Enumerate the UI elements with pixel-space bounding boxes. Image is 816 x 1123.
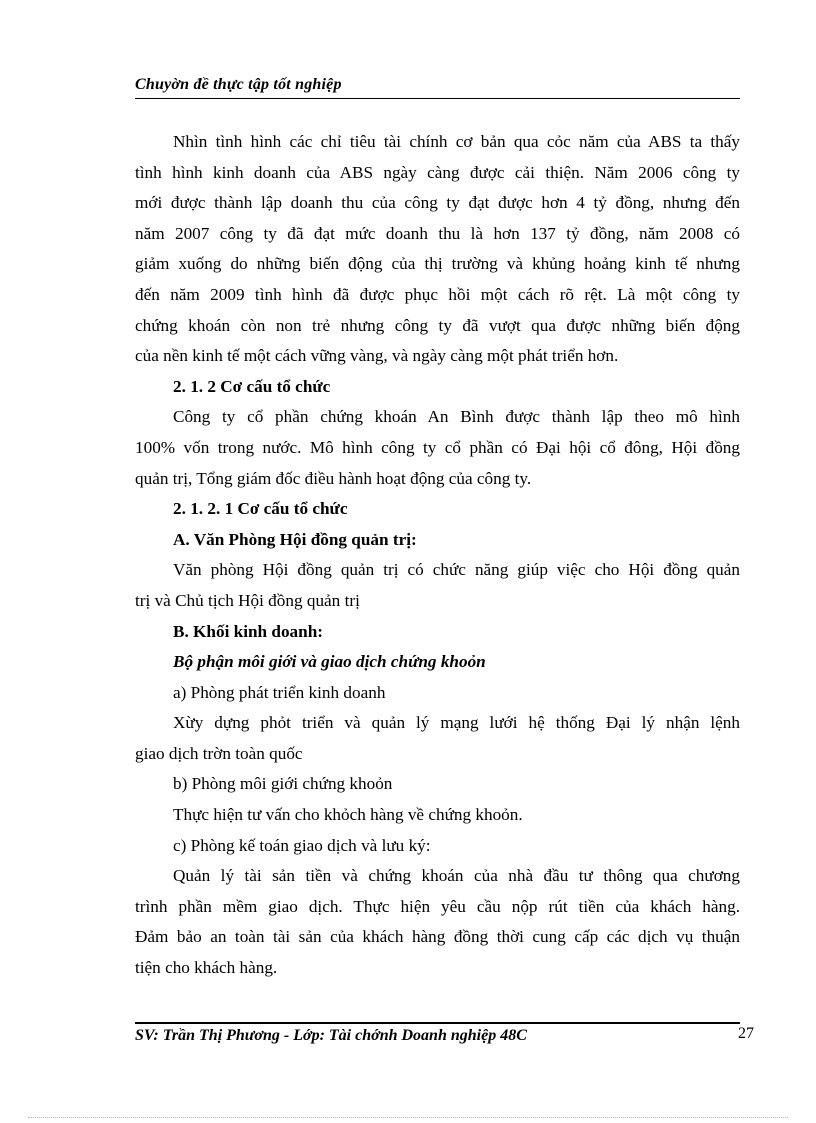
text-line: Quản lý tài sản tiền và chứng khoán của nhà đầu tư thông qua chương [173, 866, 740, 886]
text-line: Nhìn tình hình các chỉ tiêu tài chính cơ bản qua cỏc năm của ABS ta thấy [173, 132, 740, 151]
text-line: Công ty cổ phần chứng khoán An Bình được thành lập theo mô hình [173, 407, 740, 427]
header-title: Chuyờn đề thực tập tốt nghiệp [135, 76, 342, 93]
text-line: của nền kinh tế một cách vững vàng, và ngày càng một phát triển hơn. [135, 346, 619, 366]
page-number: 27 [738, 1025, 754, 1042]
text-line: Văn phòng Hội đồng quản trị có chức năng giúp việc cho Hội đồng quản [173, 560, 740, 580]
item-b: b) Phòng môi giới chứng khoỏn [173, 774, 393, 794]
text-line: giảm xuống do những biến động của thị trường và khủng hoảng kinh tế nhưng [135, 254, 740, 274]
subsection-heading: 2. 1. 2. 1 Cơ cấu tổ chức [173, 499, 348, 519]
text-line: Thực hiện tư vấn cho khỏch hàng về chứng khoỏn. [173, 805, 523, 825]
item-c: c) Phòng kế toán giao dịch và lưu ký: [173, 835, 431, 855]
page-header [135, 76, 740, 99]
footer-divider [135, 1022, 740, 1024]
section-heading: 2. 1. 2 Cơ cấu tổ chức [173, 376, 331, 396]
text-line: 100% vốn trong nước. Mô hình công ty cổ phần có Đại hội cổ đông, Hội đồng [135, 437, 740, 457]
heading-a: A. Văn Phòng Hội đồng quản trị: [173, 529, 417, 549]
heading-b1: Bộ phận môi giới và giao dịch chứng khoỏn [173, 652, 486, 672]
text-line: chứng khoán còn non trẻ nhưng công ty đã vượt qua được những biến động [135, 315, 740, 335]
footer-student: SV: Trần Thị Phương - Lớp: Tài chớnh Doanh nghiệp 48C [135, 1027, 527, 1044]
text-line: trình phần mềm giao dịch. Thực hiện yêu cầu nộp rút tiền của khách hàng. [135, 896, 740, 916]
text-line: tình hình kinh doanh của ABS ngày càng được cải thiện. Năm 2006 công ty [135, 162, 740, 182]
heading-b: B. Khối kinh doanh: [173, 621, 323, 641]
text-line: đến năm 2009 tình hình đã được phục hồi một cách rõ rệt. Là một công ty [135, 284, 740, 304]
text-line: quản trị, Tổng giám đốc điều hành hoạt động của công ty. [135, 468, 532, 488]
text-line: năm 2007 công ty đã đạt mức doanh thu là hơn 137 tỷ đồng, năm 2008 có [135, 223, 740, 243]
text-line: Đảm bảo an toàn tài sản của khách hàng đồng thời cung cấp các dịch vụ thuận [135, 927, 740, 947]
document-body [135, 127, 740, 984]
text-line: giao dịch trờn toàn quốc [135, 743, 303, 763]
item-a: a) Phòng phát triển kinh doanh [173, 682, 386, 702]
page-bottom-border [28, 1117, 788, 1118]
text-line: trị và Chủ tịch Hội đồng quản trị [135, 590, 360, 610]
text-line: Xừy dựng phỏt triển và quản lý mạng lưới hệ thống Đại lý nhận lệnh [173, 713, 740, 733]
text-line: tiện cho khách hàng. [135, 958, 278, 978]
text-line: mới được thành lập doanh thu của công ty đạt được hơn 4 tỷ đồng, nhưng đến [135, 193, 740, 213]
